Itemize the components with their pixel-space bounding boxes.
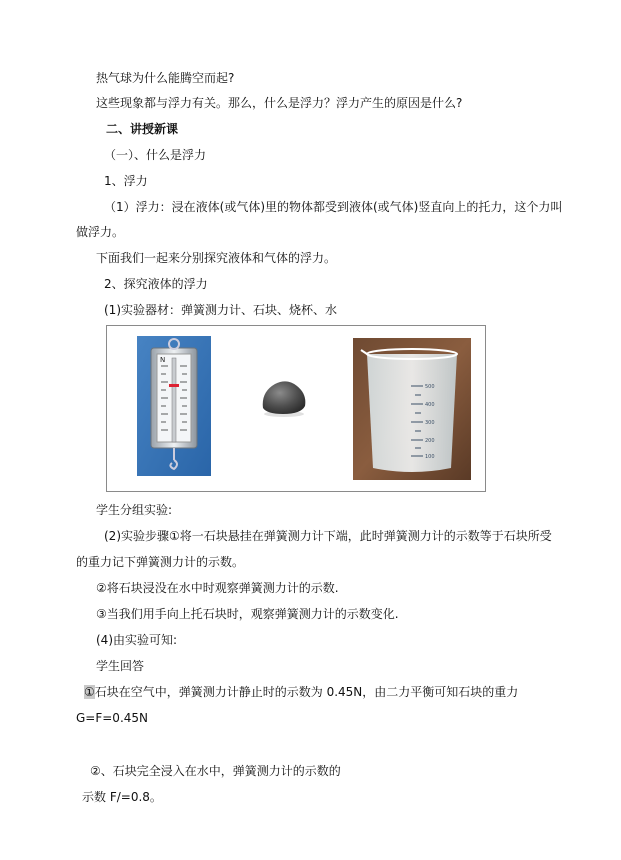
group-experiment-line: 学生分组实验: [96,503,173,517]
answer1-line-2: G=F=0.45N [76,711,149,725]
conclusion-heading: (4)由实验可知: [96,633,178,647]
answer2-line-2: 示数 F/=0.8。 [82,790,162,804]
answer2-line-1: ②、石块完全浸入在水中，弹簧测力计的示数的 [90,764,341,778]
step1-line-1: (2)实验步骤①将一石块悬挂在弹簧测力计下端，此时弹簧测力计的示数等于石块所受 [104,529,552,543]
answer1-marker: ① [84,685,95,699]
experiment-figure [106,325,486,492]
beaker-image [353,338,471,480]
step1-line-2: 的重力记下弹簧测力计的示数。 [76,555,245,569]
item-heading-buoyancy: 1、浮力 [104,174,148,188]
svg-text:300: 300 [425,420,435,426]
svg-text:N: N [160,356,166,364]
stone-image [257,376,311,418]
svg-text:200: 200 [425,438,435,444]
item-heading-liquid-buoyancy: 2、探究液体的浮力 [104,277,208,291]
paragraph-buoyancy-question: 这些现象都与浮力有关。那么，什么是浮力？浮力产生的原因是什么? [96,96,463,110]
materials-line: (1)实验器材：弹簧测力计、石块、烧杯、水 [104,303,337,317]
student-answer-heading: 学生回答 [96,659,145,673]
answer1-text: 石块在空气中，弹簧测力计静止时的示数为 0.45N，由二力平衡可知石块的重力 [94,685,519,699]
definition-line-2: 做浮力。 [76,225,125,239]
answer1-line-1 [84,684,518,700]
section-heading: 二、讲授新课 [106,122,179,136]
svg-text:100: 100 [425,454,435,460]
paragraph-hot-air-balloon: 热气球为什么能腾空而起? [96,71,235,85]
step2-line: ②将石块浸没在水中时观察弹簧测力计的示数. [96,581,339,595]
subsection-heading: （一）、什么是浮力 [104,148,207,162]
step3-line: ③当我们用手向上托石块时，观察弹簧测力计的示数变化. [96,607,399,621]
paragraph-intro: 下面我们一起来分别探究液体和气体的浮力。 [96,251,337,265]
svg-text:500: 500 [425,384,435,390]
spring-scale-image [137,336,211,476]
definition-line-1: （1）浮力：浸在液体(或气体)里的物体都受到液体(或气体)竖直向上的托力，这个力叫 [104,200,563,214]
svg-text:400: 400 [425,402,435,408]
